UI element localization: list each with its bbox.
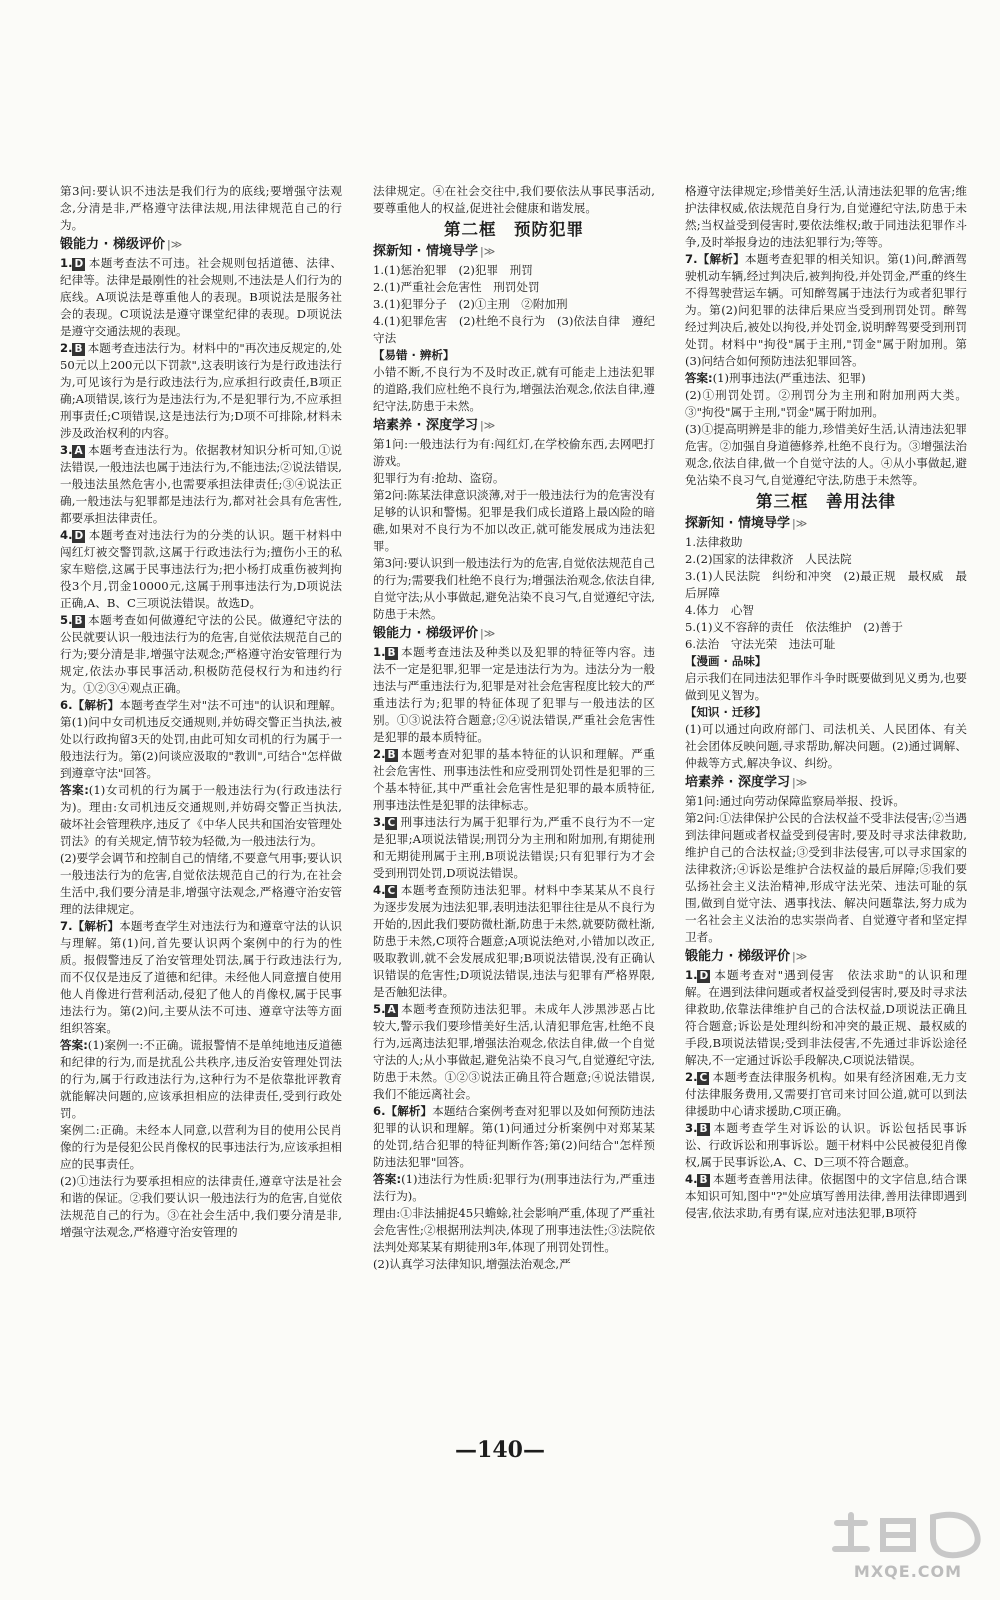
- section-title: 培素养 · 深度学习: [373, 418, 478, 433]
- answer-text: 本题考查对犯罪的基本特征的认识和理解。严重社会危害性、刑事违法性和应受刑罚处罚性是犯罪的三个基本特征,其中严重社会危害性是犯罪的最本质特征,刑事违法性是犯罪的法律标志。: [373, 747, 655, 812]
- section-title: 锻能力 · 梯级评价: [373, 626, 478, 641]
- answer-item: [685, 421, 967, 489]
- section-heading: [685, 774, 967, 792]
- answer-text: 本题考查法不可违。社会规则包括道德、法律、纪律等。法律是最刚性的社会规则,不违法是人们行为的底线。A项说法是尊重他人的表现。B项说法是服务社会的表现。C项说法是遵守课堂纪律的表现。D项说法是遵守交通法规的表现。: [60, 256, 342, 338]
- answer-item: [60, 612, 342, 697]
- section-heading: [685, 515, 967, 533]
- double-chevron-icon: |≫: [792, 776, 808, 789]
- question-number: 5.: [60, 613, 73, 627]
- answer-badge: A: [74, 445, 83, 457]
- answer-badge: C: [387, 885, 396, 897]
- answer-list: [373, 644, 655, 1273]
- double-chevron-icon: |≫: [167, 238, 183, 251]
- answer-label: 答案:: [685, 371, 713, 385]
- explore-line: 1.法律救助: [685, 535, 743, 549]
- answer-badge: D: [74, 530, 84, 542]
- question-number: 4.: [373, 883, 386, 897]
- knowledge-tag: 【知识 · 迁移】: [685, 705, 767, 719]
- answer-text: 本题考查预防违法犯罪。材料中李某某从不良行为逐步发展为违法犯罪,表明违法犯罪往往是从不良行为开始的,因此我们要防微杜渐,防患于未然,就要防微杜渐,防患于未然,C项符合题意;A项说法绝对,小错加以改正,吸取教训,就不会发展成犯罪;B项说法错误,没有正确认识错误的危害性;D项说法错误,违法与犯罪有严格界限,是否触犯法律。: [373, 883, 655, 999]
- answer-item: [60, 1122, 342, 1173]
- section-heading: [685, 948, 967, 966]
- section-title: 锻能力 · 梯级评价: [685, 949, 790, 964]
- answer-item: [685, 967, 967, 1069]
- answer-text: (3)①提高明辨是非的能力,珍惜美好生活,认清违法犯罪危害。②加强自身道德修养,杜绝不良行为。③增强法治观念,依法自律,做一个自觉守法的人。④从小事做起,避免沾染不良习气,自觉遵纪守法,防患于未然等。: [685, 422, 967, 487]
- answer-text: 本题考查对"遇到侵害 依法求助"的认识和理解。在遇到法律问题或者权益受到侵害时,要及时寻求法律救助,依靠法律维护自己的合法权益,D项说法正确且符合题意;诉讼是处理纠纷和冲突的最正规、最权威的手段,B项说法错误;受到非法侵害,不先通过非诉讼途径解决,不一定通过诉讼手段解决,C项说法错误。: [685, 968, 967, 1067]
- section-title: 锻能力 · 梯级评价: [60, 237, 165, 252]
- question-number: 6.: [373, 1104, 386, 1118]
- answer-text: 本题考查如何做遵纪守法的公民。做遵纪守法的公民就要认识一般违法行为的危害,自觉依法规范自己的行为;要分清是非,增强守法观念;严格遵守治安管理行为规定,依法办事民事活动,积极防范侵权行为和违约行为。①②③④观点正确。: [60, 613, 342, 695]
- answer-text: 本题考查预防违法犯罪。未成年人涉黑涉恶占比较大,警示我们要珍惜美好生活,认清犯罪危害,杜绝不良行为,远离违法犯罪,增强法治观念,依法自律,做一个自觉守法的人;从小事做起,避免沾染不良习气,自觉遵纪守法,防患于未然。①②③说法正确且符合题意;④说法错误,我们不能远离社会。: [373, 1002, 655, 1101]
- answer-text: (1)女司机的行为属于一般违法行为(行政违法行为)。理由:女司机违反交通规则,并妨碍交警正当执法,破坏社会管理秩序,违反了《中华人民共和国治安管理处罚法》的有关规定,情节较为轻微,为一般违法行为。: [60, 783, 342, 848]
- answer-text: (1)案例一:不正确。谎报警情不是单纯地违反道德和纪律的行为,而是扰乱公共秩序,违反治安管理处罚法的行为,属于行政违法行为,这种行为不是依靠批评教育就能解决问题的,应该承担相应的法律责任,受到行政处罚。: [60, 1038, 342, 1120]
- comic-paragraph: 启示我们在同违法犯罪作斗争时既要做到见义勇为,也要做到见义智为。: [685, 671, 967, 702]
- answer-text: 本题考查违法行为。依据教材知识分析可知,①说法错误,一般违法也属于违法行为,不能违法;②说法错误,一般违法虽然危害小,也需要承担法律责任;③④说法正确,一般违法与犯罪都是违法行为,都对社会具有危害性,都要承担法律责任。: [60, 443, 342, 525]
- answer-text: (2)①违法行为要承担相应的法律责任,遵章守法是社会和谐的保证。②我们要认识一般违法行为的危害,自觉依法规范自己的行为。③在社会生活中,我们要分清是非,增强守法观念,严格遵守治安管理的: [60, 1174, 342, 1239]
- analysis-tag: 【解析】: [72, 698, 120, 712]
- answer-badge: B: [74, 615, 83, 627]
- question-number: 3.: [685, 1121, 698, 1135]
- answer-label: 答案:: [373, 1172, 402, 1186]
- answer-list: [685, 967, 967, 1222]
- answer-badge: B: [699, 1123, 708, 1135]
- answer-item: [60, 1173, 342, 1241]
- answer-text: (2)认真学习法律知识,增强法治观念,严: [373, 1257, 571, 1271]
- question-number: 3.: [60, 443, 73, 457]
- answer-badge: A: [387, 1004, 396, 1016]
- explore-line: 4.体力 心智: [685, 603, 755, 617]
- answer-item: [373, 746, 655, 814]
- explore-line: 3.(1)人民法院 纠纷和冲突 (2)最正规 最权威 最后屏障: [685, 569, 967, 600]
- question-number: 3.: [373, 815, 386, 829]
- intro-paragraph: 第3问:要认识不违法是我们行为的底线;要增强守法观念,分清是非,严格遵守法律法规,用法律规范自己的行为。: [60, 184, 342, 232]
- answer-text: (1)刑事违法(严重违法、犯罪): [712, 371, 866, 385]
- answer-badge: C: [699, 1072, 708, 1084]
- frame-title: 第二框 预防犯罪: [444, 220, 584, 239]
- explore-line: 5.(1)义不容辞的责任 依法维护 (2)善于: [685, 620, 903, 634]
- answer-text: 理由:①非法捕捉45只蟾蜍,社会影响严重,体现了严重社会危害性;②根据刑法判决,体现了刑事违法性;③法院依法判处郑某某有期徒刑3年,体现了刑罚处罚性。: [373, 1206, 655, 1254]
- continued-paragraph: 法律规定。④在社会交往中,我们要依法从事民事活动,要尊重他人的权益,促进社会健康和谐发展。: [373, 184, 655, 215]
- answer-text: 刑事违法行为属于犯罪行为,严重不良行为不一定是犯罪;A项说法错误;刑罚分为主刑和附加刑,有期徒刑和无期徒刑属于主刑,B项说法错误;只有犯罪行为才会受到刑罚处罚,D项说法错误。: [373, 815, 655, 880]
- easy-paragraph: 小错不断,不良行为不及时改正,就有可能走上违法犯罪的道路,我们应杜绝不良行为,增强法治观念,依法自律,遵纪守法,防患于未然。: [373, 365, 655, 413]
- easy-tag: 【易错 · 辨析】: [373, 348, 455, 362]
- document-page: [60, 183, 978, 1473]
- answer-text: 本题考查学生对违法行为和遵章守法的认识与理解。第(1)问,首先要认识两个案例中的行为的性质。报假警违反了治安管理处罚法,属于行政违法行为,而不仅仅是违反了道德和纪律。未经他人同意擅自使用他人肖像进行营利活动,侵犯了他人的肖像权,属于民事违法行为。第(2)问,主要从法不可违、遵章守法等方面组织答案。: [60, 919, 342, 1035]
- deep-paragraph: 第2问:①法律保护公民的合法权益不受非法侵害;②当遇到法律问题或者权益受到侵害时,要及时寻求法律救助,维护自己的合法权益;③受到非法侵害,可以寻求国家的法律救济;④诉讼是维护合法权益的最后屏障;⑤我们要弘扬社会主义法治精神,形成守法光荣、违法可耻的氛围,做到自觉守法、遇事找法、解决问题靠法,努力成为一名社会主义法治的忠实崇尚者、自觉遵守者和坚定捍卫者。: [685, 811, 967, 944]
- answer-badge: C: [387, 817, 396, 829]
- double-chevron-icon: |≫: [792, 950, 808, 963]
- answer-badge: D: [699, 970, 709, 982]
- frame-title: 第三框 善用法律: [756, 492, 896, 511]
- deep-paragraph: 第3问:要认识到一般违法行为的危害,自觉依法规范自己的行为;需要我们杜绝不良行为;增强法治观念,依法自律,自觉守法;从小事做起,避免沾染不良习气,自觉遵纪守法,防患于未然。: [373, 556, 655, 621]
- answer-item: [373, 644, 655, 746]
- answer-item: [60, 782, 342, 850]
- answer-label: 答案:: [60, 1038, 88, 1052]
- answer-item: [60, 697, 342, 782]
- explore-list: [685, 534, 967, 653]
- answer-item: [60, 850, 342, 918]
- question-number: 6.: [60, 698, 73, 712]
- answer-item: [685, 1171, 967, 1222]
- column-1: [60, 183, 342, 1241]
- answer-list: [685, 251, 967, 489]
- double-chevron-icon: |≫: [480, 419, 496, 432]
- column-2: [373, 183, 655, 1273]
- answer-text: 本题考查法律服务机构。如果有经济困难,无力支付法律服务费用,又需要打官司来讨回公道,就可以到法律援助中心请求援助,C项正确。: [685, 1070, 967, 1118]
- explore-line: 3.(1)犯罪分子 (2)①主刑 ②附加刑: [373, 297, 568, 311]
- question-number: 1.: [685, 968, 698, 982]
- answer-item: [373, 1256, 655, 1273]
- analysis-tag: 【解析】: [72, 919, 120, 933]
- analysis-tag: 【解析】: [385, 1104, 433, 1118]
- answer-item: [373, 1205, 655, 1256]
- question-number: 2.: [373, 747, 386, 761]
- answer-item: [60, 442, 342, 527]
- answer-text: (2)要学会调节和控制自己的情绪,不要意气用事;要认识一般违法行为的危害,自觉依法规范自己的行为,在社会生活中,我们要分清是非,增强守法观念,严格遵守治安管理的法律规定。: [60, 851, 342, 916]
- answer-badge: B: [387, 647, 396, 659]
- answer-item: [373, 1103, 655, 1171]
- double-chevron-icon: |≫: [792, 517, 808, 530]
- explore-line: 2.(1)严重社会危害性 刑罚处罚: [373, 280, 540, 294]
- question-number: 2.: [685, 1070, 698, 1084]
- answer-list: [60, 255, 342, 1241]
- question-number: 1.: [60, 256, 73, 270]
- question-number: 5.: [373, 1002, 386, 1016]
- section-heading: [373, 625, 655, 643]
- answer-text: 案例二:正确。未经本人同意,以营利为目的使用公民肖像的行为是侵犯公民肖像权的民事违法行为,应该承担相应的民事责任。: [60, 1123, 342, 1171]
- answer-text: 本题考查违法及种类以及犯罪的特征等内容。违法不一定是犯罪,犯罪一定是违法行为为。违法分为一般违法与严重违法行为,犯罪是对社会危害程度比较大的严重违法行为;犯罪的特征体现了犯罪与一般违法的区别。①③说法符合题意;②④说法错误,严重社会危害性是犯罪的最本质特征。: [373, 645, 655, 744]
- answer-text: 本题考查学生对"法不可违"的认识和理解。第(1)问中女司机违反交通规则,并妨碍交警正当执法,被处以行政拘留3天的处罚,由此可知女司机的行为属于一般违法行为。第(2)问谈应汲取的"教训",可结合"怎样做到遵章守法"回答。: [60, 698, 343, 780]
- answer-item: [60, 255, 342, 340]
- answer-text: 本题考查善用法律。依据图中的文字信息,结合课本知识可知,图中"?"处应填写善用法律,善用法律即遇到侵害,依法求助,有勇有谋,应对违法犯罪,B项符: [685, 1172, 967, 1220]
- answer-badge: B: [387, 749, 396, 761]
- knowledge-paragraph: (1)可以通过向政府部门、司法机关、人民团体、有关社会团体反映问题,寻求帮助,解决问题。(2)通过调解、仲裁等方式,解决争议、纠纷。: [685, 722, 967, 770]
- answer-badge: D: [74, 258, 84, 270]
- answer-item: [373, 882, 655, 1001]
- answer-item: [373, 814, 655, 882]
- section-title: 探新知 · 情境导学: [685, 516, 790, 531]
- answer-item: [685, 251, 967, 370]
- deep-paragraph: 第2问:陈某法律意识淡薄,对于一般违法行为的危害没有足够的认识和警惕。犯罪是我们成长道路上最凶险的暗礁,如果对不良行为不加以改正,就可能发展成为违法犯罪。: [373, 488, 655, 553]
- answer-item: [373, 1171, 655, 1205]
- answer-text: 本题考查犯罪的相关知识。第(1)问,醉酒驾驶机动车辆,经过判决后,被判拘役,并处罚金,严重的终生不得驾驶营运车辆。可知醉驾属于违法行为或者犯罪行为。第(2)问犯罪的法律后果应当受到刑罚处罚。醉驾经过判决后,被处以拘役,并处罚金,说明醉驾要受到刑罚处罚。材料中"拘役"属于主刑,"罚金"属于附加刑。第(3)问结合如何预防违法犯罪回答。: [685, 252, 968, 368]
- explore-line: 4.(1)犯罪危害 (2)杜绝不良行为 (3)依法自律 遵纪守法: [373, 314, 655, 345]
- deep-paragraph: 第1问:一般违法行为有:闯红灯,在学校偷东西,去网吧打游戏。: [373, 437, 655, 468]
- deep-list: [685, 793, 967, 946]
- explore-list: [373, 262, 655, 347]
- section-heading: [60, 236, 342, 254]
- section-title: 培素养 · 深度学习: [685, 775, 790, 790]
- double-chevron-icon: |≫: [480, 627, 496, 640]
- watermark-text: MXQE.COM: [853, 1562, 963, 1581]
- answer-text: 本题考查学生对诉讼的认识。诉讼包括民事诉讼、行政诉讼和刑事诉讼。题干材料中公民被侵犯肖像权,属于民事诉讼,A、C、D三项不符合题意。: [685, 1121, 967, 1169]
- answer-text: 本题考查对违法行为的分类的认识。题干材料中闯红灯被交警罚款,这属于行政违法行为;擅伤小王的私家车赔偿,这属于民事违法行为;把小杨打成重伤被判拘役3个月,罚金10000元,这属于刑事违法行为,D项说法正确,A、B、C三项说法错误。故选D。: [60, 528, 342, 610]
- comic-tag: 【漫画 · 品味】: [685, 654, 767, 668]
- deep-paragraph: 犯罪行为有:抢劫、盗窃。: [373, 471, 505, 485]
- answer-label: 答案:: [60, 783, 89, 797]
- answer-item: [60, 527, 342, 612]
- page-number: —140—: [455, 1437, 545, 1463]
- double-chevron-icon: |≫: [480, 245, 496, 258]
- answer-item: [685, 387, 967, 421]
- answer-item: [60, 918, 342, 1037]
- answer-badge: B: [699, 1174, 708, 1186]
- answer-item: [373, 1001, 655, 1103]
- answer-badge: B: [74, 343, 83, 355]
- answer-item: [60, 340, 342, 442]
- section-heading: [373, 243, 655, 261]
- question-number: 2.: [60, 341, 73, 355]
- answer-text: (1)违法行为性质:犯罪行为(刑事违法行为,严重违法行为)。: [373, 1172, 655, 1203]
- column-3: [685, 183, 967, 1222]
- explore-line: 6.法治 守法光荣 违法可耻: [685, 637, 836, 651]
- answer-item: [60, 1037, 342, 1122]
- continued-paragraph: 格遵守法律规定;珍惜美好生活,认清违法犯罪的危害;维护法律权威,依法规范自身行为,自觉遵纪守法,防患于未然;当权益受到侵害时,要依法维权;敢于同违法犯罪作斗争,及时举报身边的违法犯罪行为;等等。: [685, 184, 967, 249]
- section-title: 探新知 · 情境导学: [373, 244, 478, 259]
- answer-item: [685, 370, 967, 387]
- section-heading: [373, 417, 655, 435]
- explore-line: 1.(1)惩治犯罪 (2)犯罪 刑罚: [373, 263, 533, 277]
- answer-item: [685, 1069, 967, 1120]
- analysis-tag: 【解析】: [697, 252, 745, 266]
- answer-text: 本题考查违法行为。材料中的"再次违反规定的,处50元以上200元以下罚款",这表明该行为是行政违法行为,可见该行为是行政违法行为,应承担行政责任,B项正确;A项错误,该行为是违法行为,不是犯罪行为,不应承担刑事责任;C项错误,这是违法行为;D项不可排除,材料未涉及政治权利的内容。: [60, 341, 342, 440]
- deep-paragraph: 第1问:通过向劳动保障监察局举报、投诉。: [685, 794, 905, 808]
- explore-line: 2.(2)国家的法律救济 人民法院: [685, 552, 852, 566]
- deep-list: [373, 436, 655, 623]
- watermark-logo: [825, 1505, 995, 1595]
- question-number: 4.: [685, 1172, 698, 1186]
- answer-text: (2)①刑罚处罚。②刑罚分为主刑和附加刑两大类。③"拘役"属于主刑,"罚金"属于附加刑。: [685, 388, 967, 419]
- question-number: 7.: [685, 252, 698, 266]
- question-number: 4.: [60, 528, 73, 542]
- answer-text: 本题结合案例考查对犯罪以及如何预防违法犯罪的认识和理解。第(1)问通过分析案例中对郑某某的处罚,结合犯罪的特征判断作答;第(2)问结合"怎样预防违法犯罪"回答。: [373, 1104, 655, 1169]
- question-number: 1.: [373, 645, 386, 659]
- answer-item: [685, 1120, 967, 1171]
- question-number: 7.: [60, 919, 73, 933]
